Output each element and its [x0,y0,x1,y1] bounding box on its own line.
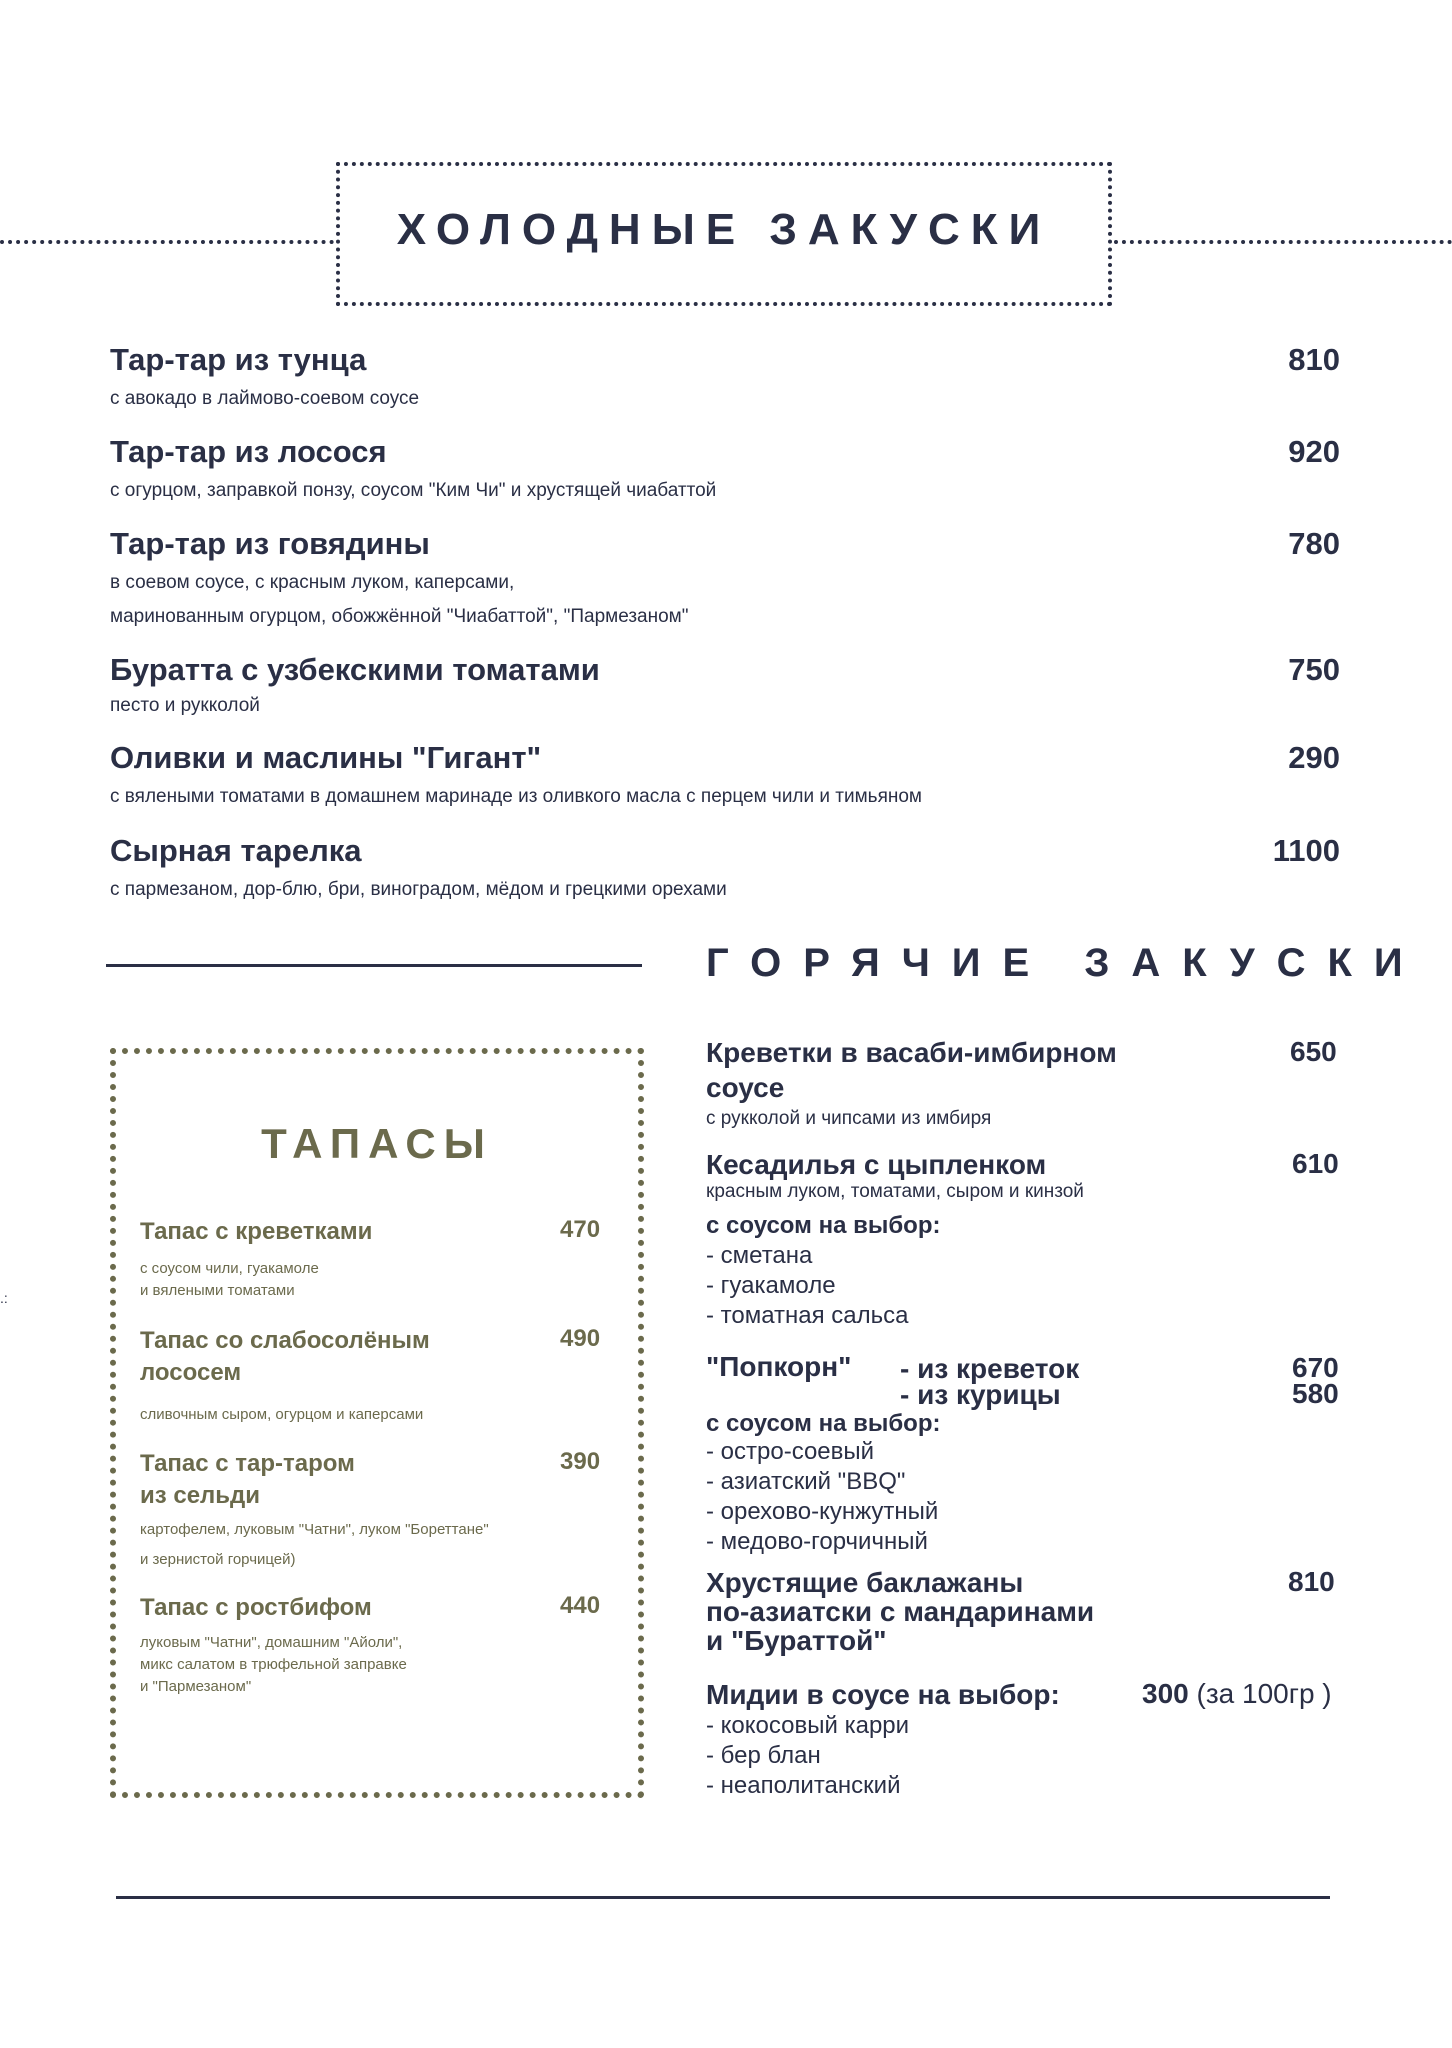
cold-item-desc: с авокадо в лаймово-соевом соусе [110,388,420,409]
bottom-divider [116,1896,1330,1899]
hot-item-price: 810 [1288,1566,1335,1597]
tapas-item-name: Тапас с креветками [140,1218,373,1245]
tapas-item-desc: и зернистой горчицей) [140,1551,296,1568]
sauce-option: - гуакамоле [706,1272,836,1299]
sauce-option: - бер блан [706,1742,821,1769]
tapas-item-desc: и "Пармезаном" [140,1678,252,1695]
cold-item-desc: с пармезаном, дор-блю, бри, виноградом, мёдом и грецкими орехами [110,879,727,900]
tapas-item-desc: и вялеными томатами [140,1282,295,1299]
cold-item-desc: песто и рукколой [110,695,260,716]
cold-item-price: 920 [1288,434,1340,469]
section-divider [106,964,642,967]
sauce-option: - сметана [706,1242,813,1269]
hot-item-name: Мидии в соусе на выбор: [706,1679,1060,1710]
tapas-item-name: Тапас с ростбифом [140,1594,372,1621]
tapas-item-name: Тапас со слабосолёным [140,1327,430,1354]
mussels-price-note: (за 100гр ) [1196,1678,1332,1709]
cold-item-name: Тар-тар из говядины [110,526,430,561]
popcorn-price: 580 [1292,1378,1339,1409]
cold-item-price: 290 [1288,740,1340,775]
cold-item-name: Тар-тар из тунца [110,342,367,377]
hot-item-name: по-азиатски с мандаринами [706,1596,1095,1627]
tapas-item-price: 440 [560,1592,601,1619]
tapas-item-desc: картофелем, луковым "Чатни", луком "Бореттане" [140,1521,489,1538]
sauce-option: - неаполитанский [706,1772,901,1799]
popcorn-price: 670 [1292,1352,1339,1383]
hot-section-title: ГОРЯЧИЕ ЗАКУСКИ [706,941,1425,985]
header-dotted-line-left [0,240,334,244]
sauce-choice-label: с соусом на выбор: [706,1410,941,1437]
cold-item-desc: маринованным огурцом, обожжённой "Чиабаттой", "Пармезаном" [110,606,689,627]
sauce-option: - остро-соевый [706,1438,875,1465]
hot-item-name: и "Бураттой" [706,1625,887,1656]
tapas-item-desc: микс салатом в трюфельной заправке [140,1656,407,1673]
tapas-item-desc: сливочным сыром, огурцом и каперсами [140,1406,424,1423]
tapas-section-title: ТАПАСЫ [261,1120,493,1167]
cold-item-name: Сырная тарелка [110,833,362,868]
hot-item-desc: красным луком, томатами, сыром и кинзой [706,1181,1084,1202]
sauce-choice-label: с соусом на выбор: [706,1212,941,1239]
cold-header-frame [336,162,1112,306]
tapas-item-name: лососем [140,1359,242,1386]
tapas-item-price: 470 [560,1216,601,1243]
cold-item-desc: с вялеными томатами в домашнем маринаде из оливкого масла с перцем чили и тимьяном [110,786,922,807]
sauce-option: - орехово-кунжутный [706,1498,939,1525]
cold-item-desc: в соевом соусе, с красным луком, каперсами, [110,572,515,593]
sauce-option: - медово-горчичный [706,1528,928,1555]
hot-item-price: 610 [1292,1148,1339,1179]
tapas-item-price: 490 [560,1325,601,1352]
cold-item-price: 750 [1288,652,1340,687]
hot-item-name: "Попкорн" [706,1351,852,1382]
sauce-option: - азиатский "BBQ" [706,1468,906,1495]
cold-item-name: Оливки и маслины "Гигант" [110,740,542,775]
cold-item-desc: с огурцом, заправкой понзу, соусом "Ким Чи" и хрустящей чиабаттой [110,480,717,501]
stray-mark: .: [0,1290,8,1306]
hot-item-name: Креветки в васаби-имбирном [706,1037,1117,1068]
mussels-price: 300 [1142,1678,1189,1709]
tapas-item-desc: луковым "Чатни", домашним "Айоли", [140,1634,403,1651]
cold-item-price: 780 [1288,526,1340,561]
cold-item-name: Тар-тар из лосося [110,434,387,469]
popcorn-variant: - из креветок [900,1353,1080,1384]
tapas-item-price: 390 [560,1448,601,1475]
tapas-item-name: из сельди [140,1482,261,1509]
hot-item-desc: с рукколой и чипсами из имбиря [706,1108,992,1129]
cold-item-name: Буратта с узбекскими томатами [110,652,600,687]
sauce-option: - томатная сальса [706,1302,909,1329]
popcorn-variant: - из курицы [900,1379,1061,1410]
header-dotted-line-right [1114,240,1452,244]
hot-item-name: Хрустящие баклажаны [706,1567,1024,1598]
sauce-option: - кокосовый карри [706,1712,910,1739]
hot-item-name: соусе [706,1072,785,1103]
cold-section-title: ХОЛОДНЫЕ ЗАКУСКИ [396,205,1052,254]
tapas-item-name: Тапас с тар-таром [140,1450,355,1477]
hot-item-price [1142,1678,1332,1710]
hot-item-price: 650 [1290,1036,1337,1067]
hot-item-name: Кесадилья с цыпленком [706,1149,1047,1180]
cold-item-price: 1100 [1272,833,1340,868]
cold-item-price: 810 [1288,342,1340,377]
tapas-item-desc: с соусом чили, гуакамоле [140,1260,319,1277]
